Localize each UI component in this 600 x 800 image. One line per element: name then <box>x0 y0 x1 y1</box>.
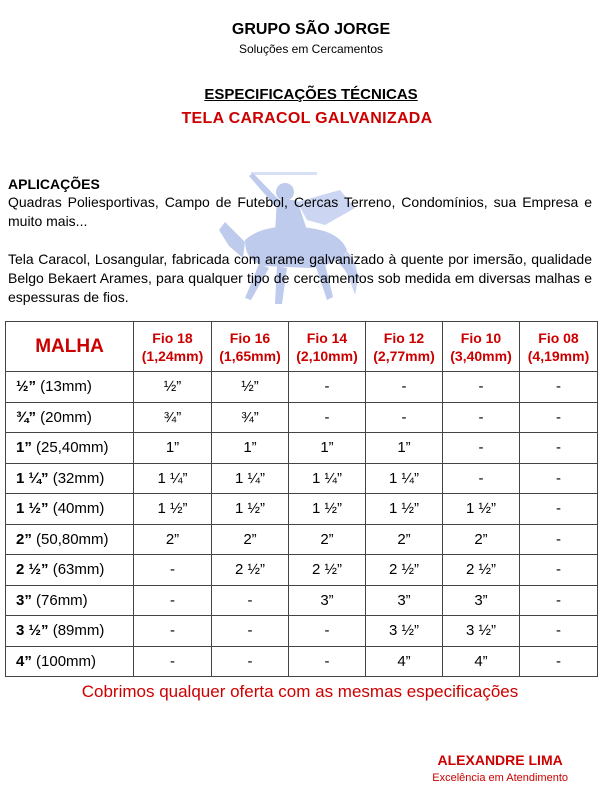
table-cell: - <box>443 433 520 464</box>
table-cell: 1 ½” <box>134 494 212 525</box>
table-cell: - <box>212 616 289 647</box>
table-row <box>6 433 598 464</box>
signature-name: ALEXANDRE LIMA <box>437 752 563 768</box>
table-cell: 1 ½” <box>289 494 366 525</box>
table-cell: - <box>520 585 598 616</box>
table-cell: 1” <box>289 433 366 464</box>
column-header-fio-16: Fio 16 (1,65mm) <box>212 322 289 372</box>
table-row <box>6 585 598 616</box>
table-cell: 2” <box>289 524 366 555</box>
table-header-row <box>6 322 598 372</box>
table-row <box>6 372 598 403</box>
table-cell: - <box>520 616 598 647</box>
table-cell: 1” <box>366 433 443 464</box>
column-header-fio-12: Fio 12 (2,77mm) <box>366 322 443 372</box>
row-label: ¾” (20mm) <box>6 402 134 433</box>
table-cell: - <box>520 372 598 403</box>
table-cell: - <box>520 463 598 494</box>
row-label: 1” (25,40mm) <box>6 433 134 464</box>
table-cell: 2 ½” <box>289 555 366 586</box>
row-label: 1 ½” (40mm) <box>6 494 134 525</box>
table-cell: - <box>443 402 520 433</box>
table-cell: - <box>134 646 212 677</box>
applications-section <box>8 176 592 307</box>
table-cell: - <box>520 555 598 586</box>
table-cell: - <box>520 494 598 525</box>
row-label: 3 ½” (89mm) <box>6 616 134 647</box>
column-header-fio-14: Fio 14 (2,10mm) <box>289 322 366 372</box>
row-label: 1 ¼” (32mm) <box>6 463 134 494</box>
table-cell: 4” <box>443 646 520 677</box>
table-cell: 2” <box>212 524 289 555</box>
table-cell: 1 ½” <box>366 494 443 525</box>
table-row <box>6 646 598 677</box>
table-cell: 1 ¼” <box>289 463 366 494</box>
table-cell: 2” <box>366 524 443 555</box>
applications-text: Quadras Poliesportivas, Campo de Futebol, Cercas Terreno, Condomínios, sua Empresa e muito mais... <box>8 194 592 229</box>
table-cell: 4” <box>366 646 443 677</box>
row-label: 4” (100mm) <box>6 646 134 677</box>
table-cell: - <box>443 372 520 403</box>
table-cell: - <box>134 555 212 586</box>
table-cell: - <box>289 616 366 647</box>
product-description: Tela Caracol, Losangular, fabricada com arame galvanizado à quente por imersão, qualidade Belgo Bekaert Arames, para qualquer tipo de cercamentos sob medida em diversas malhas e espessuras de fios. <box>8 251 592 305</box>
table-cell: - <box>520 524 598 555</box>
table-cell: 3” <box>366 585 443 616</box>
malha-header: MALHA <box>6 322 134 372</box>
table-cell: ¾” <box>212 402 289 433</box>
table-cell: 2 ½” <box>366 555 443 586</box>
row-label: ½” (13mm) <box>6 372 134 403</box>
table-cell: 1” <box>134 433 212 464</box>
spec-title: ESPECIFICAÇÕES TÉCNICAS <box>204 86 418 103</box>
table-row <box>6 555 598 586</box>
table-cell: 2 ½” <box>212 555 289 586</box>
table-cell: 3” <box>443 585 520 616</box>
table-cell: - <box>289 402 366 433</box>
table-cell: - <box>134 585 212 616</box>
table-cell: - <box>289 646 366 677</box>
table-cell: 2” <box>134 524 212 555</box>
table-cell: 3 ½” <box>443 616 520 647</box>
company-name: GRUPO SÃO JORGE <box>231 21 391 38</box>
table-cell: - <box>212 646 289 677</box>
table-cell: 1 ¼” <box>212 463 289 494</box>
table-cell: - <box>212 585 289 616</box>
table-cell: - <box>520 402 598 433</box>
column-header-fio-08: Fio 08 (4,19mm) <box>520 322 598 372</box>
table-cell: 1 ½” <box>212 494 289 525</box>
table-cell: 3” <box>289 585 366 616</box>
table-cell: - <box>289 372 366 403</box>
table-cell: - <box>520 646 598 677</box>
row-label: 3” (76mm) <box>6 585 134 616</box>
column-header-fio-10: Fio 10 (3,40mm) <box>443 322 520 372</box>
spec-table <box>5 321 598 677</box>
table-row <box>6 616 598 647</box>
table-cell: - <box>134 616 212 647</box>
table-cell: 3 ½” <box>366 616 443 647</box>
product-title: TELA CARACOL GALVANIZADA <box>181 110 433 127</box>
table-cell: - <box>366 402 443 433</box>
table-row <box>6 463 598 494</box>
offer-statement: Cobrimos qualquer oferta com as mesmas especificações <box>81 682 519 701</box>
column-header-fio-18: Fio 18 (1,24mm) <box>134 322 212 372</box>
table-row <box>6 524 598 555</box>
table-cell: 2 ½” <box>443 555 520 586</box>
applications-heading: APLICAÇÕES <box>8 176 100 192</box>
table-cell: ¾” <box>134 402 212 433</box>
table-cell: 1” <box>212 433 289 464</box>
table-cell: 1 ¼” <box>134 463 212 494</box>
table-cell: - <box>366 372 443 403</box>
table-cell: - <box>443 463 520 494</box>
table-row <box>6 402 598 433</box>
table-cell: ½” <box>134 372 212 403</box>
signature <box>432 752 568 785</box>
table-cell: 2” <box>443 524 520 555</box>
table-cell: 1 ½” <box>443 494 520 525</box>
row-label: 2 ½” (63mm) <box>6 555 134 586</box>
table-cell: ½” <box>212 372 289 403</box>
row-label: 2” (50,80mm) <box>6 524 134 555</box>
header <box>0 20 600 57</box>
table-cell: - <box>520 433 598 464</box>
table-row <box>6 494 598 525</box>
company-slogan: Soluções em Cercamentos <box>238 42 384 56</box>
table-cell: 1 ¼” <box>366 463 443 494</box>
signature-tagline: Excelência em Atendimento <box>432 772 568 784</box>
